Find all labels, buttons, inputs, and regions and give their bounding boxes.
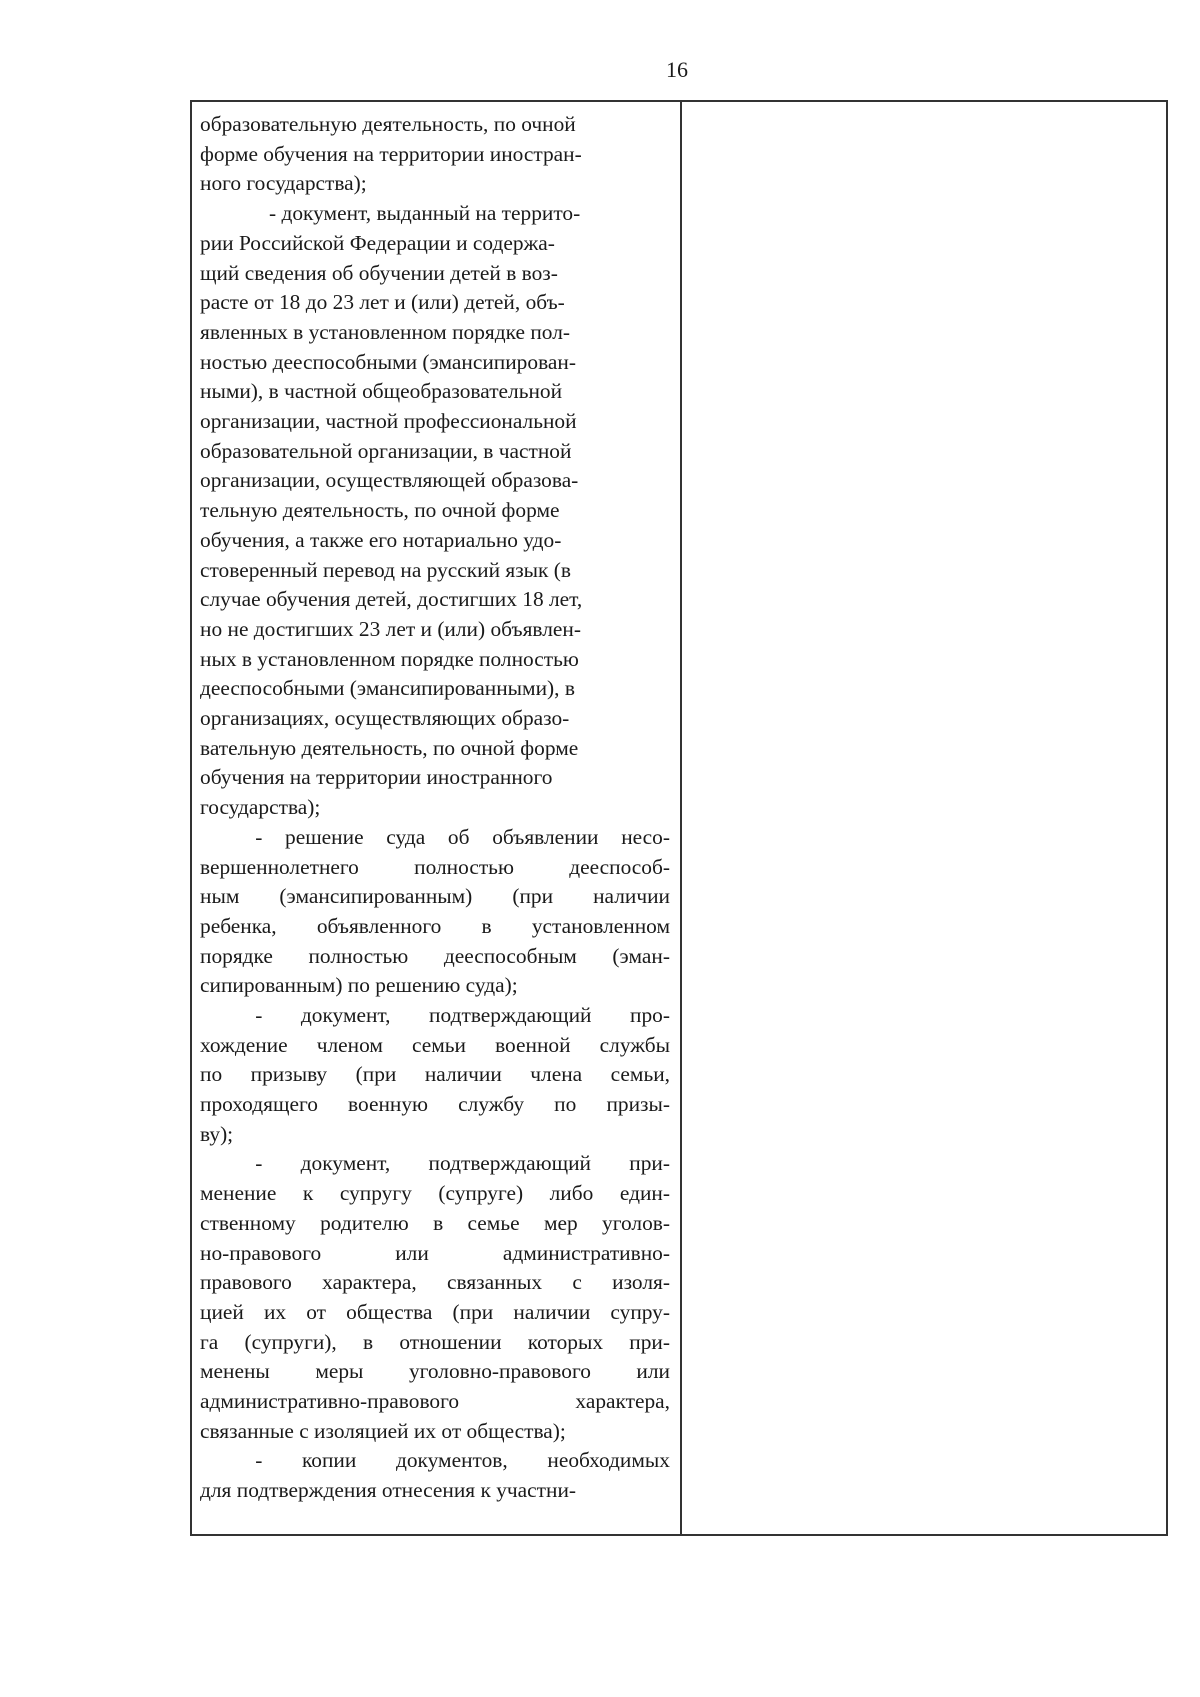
text-line: стоверенный перевод на русский язык (в: [200, 557, 572, 582]
text-line: государства);: [200, 795, 321, 820]
text-line: по призыву (при наличии члена семьи,: [200, 1062, 670, 1087]
text-line: расте от 18 до 23 лет и (или) детей, объ-: [200, 290, 565, 315]
text-line: - решение суда об объявлении несо-: [255, 824, 670, 849]
text-line: случае обучения детей, достигших 18 лет,: [200, 587, 583, 612]
text-paragraph: [200, 110, 670, 199]
text-line: - копии документов, необходимых: [255, 1448, 670, 1473]
text-line: организации, осуществляющей образова-: [200, 468, 579, 493]
text-line: сипированным) по решению суда);: [200, 973, 518, 998]
text-line: явленных в установленном порядке пол-: [200, 319, 570, 344]
text-paragraph: [200, 1001, 670, 1149]
table-left-column: [192, 102, 682, 1534]
text-line: обучения, а также его нотариально удо-: [200, 527, 562, 552]
text-line: - документ, подтверждающий про-: [255, 1003, 670, 1028]
text-line: ного государства);: [200, 171, 367, 196]
text-line: обучения на территории иностранного: [200, 765, 553, 790]
text-line: ными), в частной общеобразовательной: [200, 379, 563, 404]
text-line: но-правового или административно-: [200, 1240, 670, 1265]
text-line: менены меры уголовно-правового или: [200, 1359, 670, 1384]
text-line: дееспособными (эмансипированными), в: [200, 676, 575, 701]
text-line: ребенка, объявленного в установленном: [200, 913, 670, 938]
text-line: хождение членом семьи военной службы: [200, 1032, 670, 1057]
text-paragraph: [200, 199, 670, 823]
text-line: проходящего военную службу по призы-: [200, 1092, 670, 1117]
text-line: вершеннолетнего полностью дееспособ-: [200, 854, 670, 879]
text-line: образовательную деятельность, по очной: [200, 112, 576, 136]
text-line: правового характера, связанных с изоля-: [200, 1270, 670, 1295]
text-line: тельную деятельность, по очной форме: [200, 498, 560, 523]
text-line: цией их от общества (при наличии супру-: [200, 1299, 670, 1324]
text-line: - документ, подтверждающий при-: [255, 1151, 670, 1176]
text-line: - документ, выданный на террито-: [269, 201, 581, 226]
text-line: для подтверждения отнесения к участни-: [200, 1478, 577, 1503]
text-line: га (супруги), в отношении которых при-: [200, 1329, 670, 1354]
text-paragraph: [200, 1446, 670, 1505]
text-line: ву);: [200, 1121, 234, 1146]
text-line: рии Российской Федерации и содержа-: [200, 230, 555, 255]
text-line: ным (эмансипированным) (при наличии: [200, 884, 670, 909]
text-line: организации, частной профессиональной: [200, 409, 577, 434]
text-paragraph: [200, 1149, 670, 1446]
text-line: но не достигших 23 лет и (или) объявлен-: [200, 616, 581, 641]
text-line: образовательной организации, в частной: [200, 438, 572, 463]
text-line: порядке полностью дееспособным (эман-: [200, 943, 670, 968]
text-line: щий сведения об обучении детей в воз-: [200, 260, 558, 285]
text-line: форме обучения на территории иностран-: [200, 141, 582, 166]
document-table: [190, 100, 1168, 1536]
text-line: ностью дееспособными (эмансипирован-: [200, 349, 576, 374]
text-line: связанные с изоляцией их от общества);: [200, 1418, 566, 1443]
text-line: вательную деятельность, по очной форме: [200, 735, 579, 760]
text-line: ных в установленном порядке полностью: [200, 646, 579, 671]
text-line: организациях, осуществляющих образо-: [200, 706, 570, 731]
text-line: административно-правового характера,: [200, 1388, 670, 1413]
text-line: ственному родителю в семье мер уголов-: [200, 1210, 670, 1235]
text-paragraph: [200, 823, 670, 1001]
table-right-column: [682, 102, 1166, 1534]
page-number: 16: [666, 57, 688, 82]
text-line: менение к супругу (супруге) либо един-: [200, 1181, 670, 1206]
